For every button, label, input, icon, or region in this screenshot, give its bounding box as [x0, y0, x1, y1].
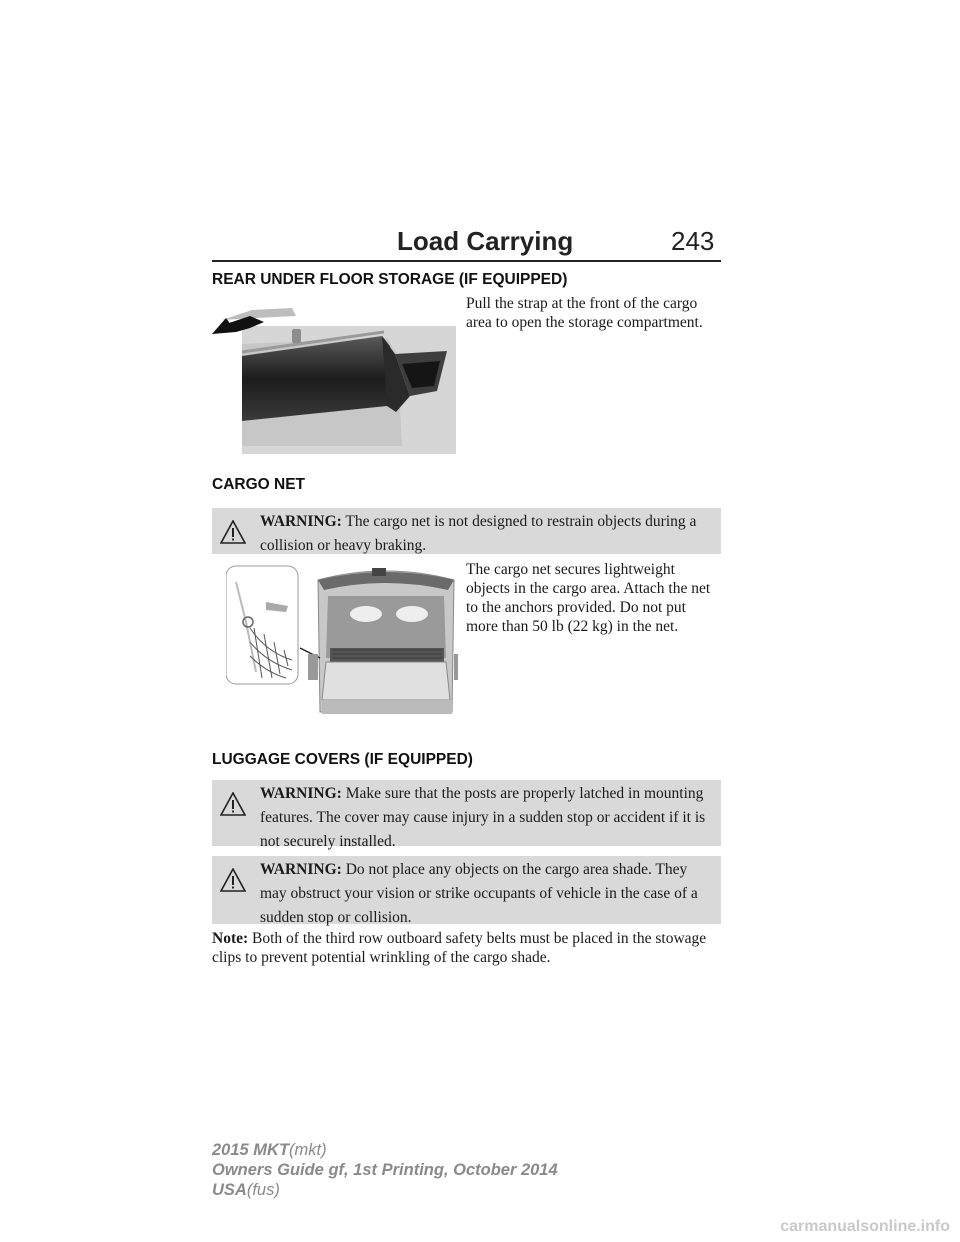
luggage-note — [212, 929, 721, 967]
warning-text: The cargo net is not designed to restrain objects during a collision or heavy braking. — [260, 513, 697, 554]
warning-label: WARNING: — [260, 861, 342, 878]
watermark: carmanualsonline.info — [780, 1218, 950, 1235]
warning-triangle-icon — [220, 868, 246, 892]
luggage-warning-1 — [212, 780, 721, 850]
warning-triangle-icon — [220, 792, 246, 816]
cargo-net-body: The cargo net secures lightweight objects in the cargo area. Attach the net to the anchors provided. Do not put more than 50 lb (22 kg) in the net. — [466, 561, 711, 635]
warning-triangle-icon — [220, 520, 246, 544]
cargo-net-warning — [212, 508, 721, 554]
warning-text: Make sure that the posts are properly latched in mounting features. The cover may cause injury in a sudden stop or accident if it is not securely installed. — [260, 785, 706, 850]
storage-illustration — [212, 296, 456, 454]
storage-heading: REAR UNDER FLOOR STORAGE (IF EQUIPPED) — [212, 271, 568, 288]
header-rule — [212, 260, 721, 262]
luggage-heading: LUGGAGE COVERS (IF EQUIPPED) — [212, 751, 473, 768]
page-number: 243 — [671, 226, 715, 256]
footer-market-name: USA — [212, 1181, 247, 1199]
note-label: Note: — [212, 930, 249, 947]
footer-market-code: (fus) — [246, 1181, 280, 1199]
footer-model-name: 2015 MKT — [212, 1141, 290, 1159]
note-text: Both of the third row outboard safety belts must be placed in the stowage clips to prevent potential wrinkling of the cargo shade. — [212, 930, 707, 966]
cargo-net-illustration — [226, 562, 458, 724]
warning-text: Do not place any objects on the cargo area shade. They may obstruct your vision or strike occupants of vehicle in the case of a sudden stop or collision. — [260, 861, 698, 926]
storage-body: Pull the strap at the front of the cargo area to open the storage compartment. — [466, 295, 703, 331]
warning-label: WARNING: — [260, 785, 342, 802]
luggage-warning-2 — [212, 856, 721, 924]
warning-label: WARNING: — [260, 513, 342, 530]
footer-market — [212, 1180, 280, 1200]
footer-guide: Owners Guide gf, 1st Printing, October 2014 — [212, 1161, 558, 1179]
footer-model — [212, 1140, 327, 1160]
section-title: Load Carrying — [397, 226, 574, 256]
footer-model-code: (mkt) — [289, 1141, 327, 1159]
cargo-net-heading: CARGO NET — [212, 476, 305, 493]
